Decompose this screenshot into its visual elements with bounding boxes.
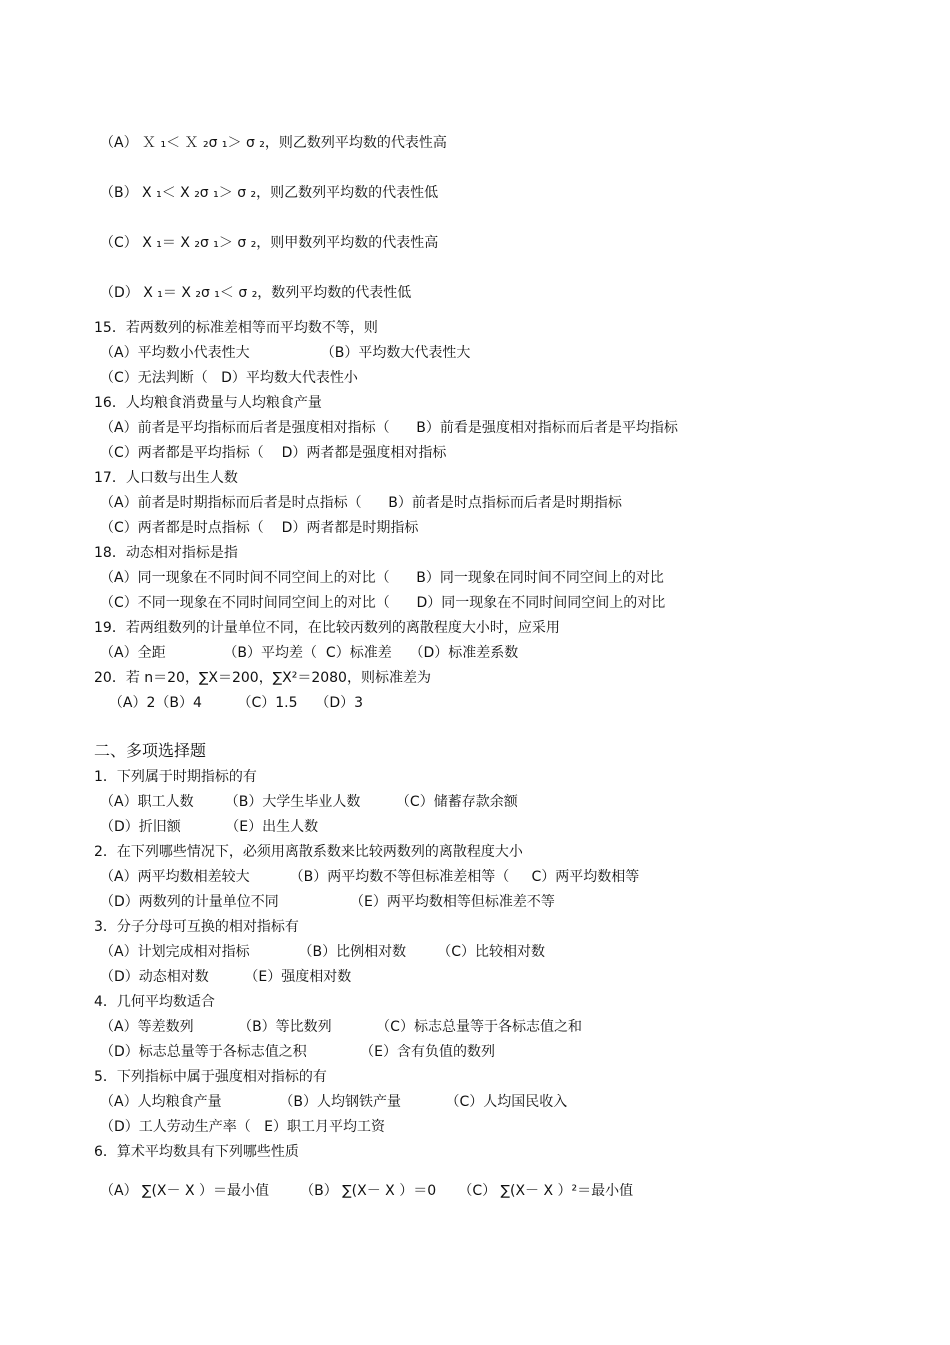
mq2-options-de: （D）两数列的计量单位不同 （E）两平均数相等但标准差不等 [100,894,555,910]
mq1-stem: 1．下列属于时期指标的有 [94,769,257,785]
q15-options-ab: （A）平均数小代表性大 （B）平均数大代表性大 [100,345,471,361]
mq3-options-abc: （A）计划完成相对指标 （B）比例相对数 （C）比较相对数 [100,944,546,960]
mq1-options-de: （D）折旧额 （E）出生人数 [100,819,319,835]
q18-options-cd: （C）不同一现象在不同时间同空间上的对比（ D）同一现象在不同时间同空间上的对比 [100,595,666,611]
mq4-stem: 4．几何平均数适合 [94,994,215,1010]
q14-option-b: （B） X ₁＜ X ₂σ ₁＞ σ ₂，则乙数列平均数的代表性低 [100,185,439,201]
q15-options-cd: （C）无法判断（ D）平均数大代表性小 [100,370,358,386]
q18-options-ab: （A）同一现象在不同时间不同空间上的对比（ B）同一现象在同时间不同空间上的对比 [100,570,664,586]
section-heading-multiple-choice: 二、多项选择题 [94,741,207,760]
mq5-stem: 5．下列指标中属于强度相对指标的有 [94,1069,327,1085]
mq2-stem: 2．在下列哪些情况下，必须用离散系数来比较两数列的离散程度大小 [94,844,523,860]
mq2-options-abc: （A）两平均数相差较大 （B）两平均数不等但标准差相等（ C）两平均数相等 [100,869,640,885]
mq6-stem: 6．算术平均数具有下列哪些性质 [94,1144,299,1160]
mq3-stem: 3．分子分母可互换的相对指标有 [94,919,299,935]
q14-option-c: （C） X ₁＝ X ₂σ ₁＞ σ ₂，则甲数列平均数的代表性高 [100,235,439,251]
q17-options-ab: （A）前者是时期指标而后者是时点指标（ B）前者是时点指标而后者是时期指标 [100,495,622,511]
mq1-options-abc: （A）职工人数 （B）大学生毕业人数 （C）储蓄存款余额 [100,794,518,810]
mq4-options-abc: （A）等差数列 （B）等比数列 （C）标志总量等于各标志值之和 [100,1019,582,1035]
q16-options-ab: （A）前者是平均指标而后者是强度相对指标（ B）前看是强度相对指标而后者是平均指标 [100,420,678,436]
q16-stem: 16．人均粮食消费量与人均粮食产量 [94,395,322,411]
q17-options-cd: （C）两者都是时点指标（ D）两者都是时期指标 [100,520,419,536]
q16-options-cd: （C）两者都是平均指标（ D）两者都是强度相对指标 [100,445,447,461]
mq3-options-de: （D）动态相对数 （E）强度相对数 [100,969,352,985]
q17-stem: 17．人口数与出生人数 [94,470,238,486]
q20-options: （A）2（B）4 （C）1.5 （D）3 [100,695,364,711]
q14-option-a: （A） Ｘ ₁＜ Ｘ ₂σ ₁＞ σ ₂，则乙数列平均数的代表性高 [100,135,447,151]
mq4-options-de: （D）标志总量等于各标志值之积 （E）含有负值的数列 [100,1044,496,1060]
q18-stem: 18．动态相对指标是指 [94,545,238,561]
mq6-options-abc: （A） ∑(X－ X ）＝最小值 （B） ∑(X－ X ）＝0 （C） ∑(X－ X ）²＝最小值 [100,1183,634,1199]
mq5-options-de: （D）工人劳动生产率（ E）职工月平均工资 [100,1119,385,1135]
mq5-options-abc: （A）人均粮食产量 （B）人均钢铁产量 （C）人均国民收入 [100,1094,568,1110]
q19-stem: 19．若两组数列的计量单位不同，在比较丙数列的离散程度大小时，应采用 [94,620,560,636]
q19-options: （A）全距 （B）平均差（ C）标准差 （D）标准差系数 [100,645,519,661]
q20-stem: 20．若 n＝20，∑X＝200，∑X²＝2080，则标准差为 [94,670,431,686]
q14-option-d: （D） X ₁＝ X ₂σ ₁＜ σ ₂，数列平均数的代表性低 [100,285,412,301]
q15-stem: 15．若两数列的标准差相等而平均数不等，则 [94,320,378,336]
